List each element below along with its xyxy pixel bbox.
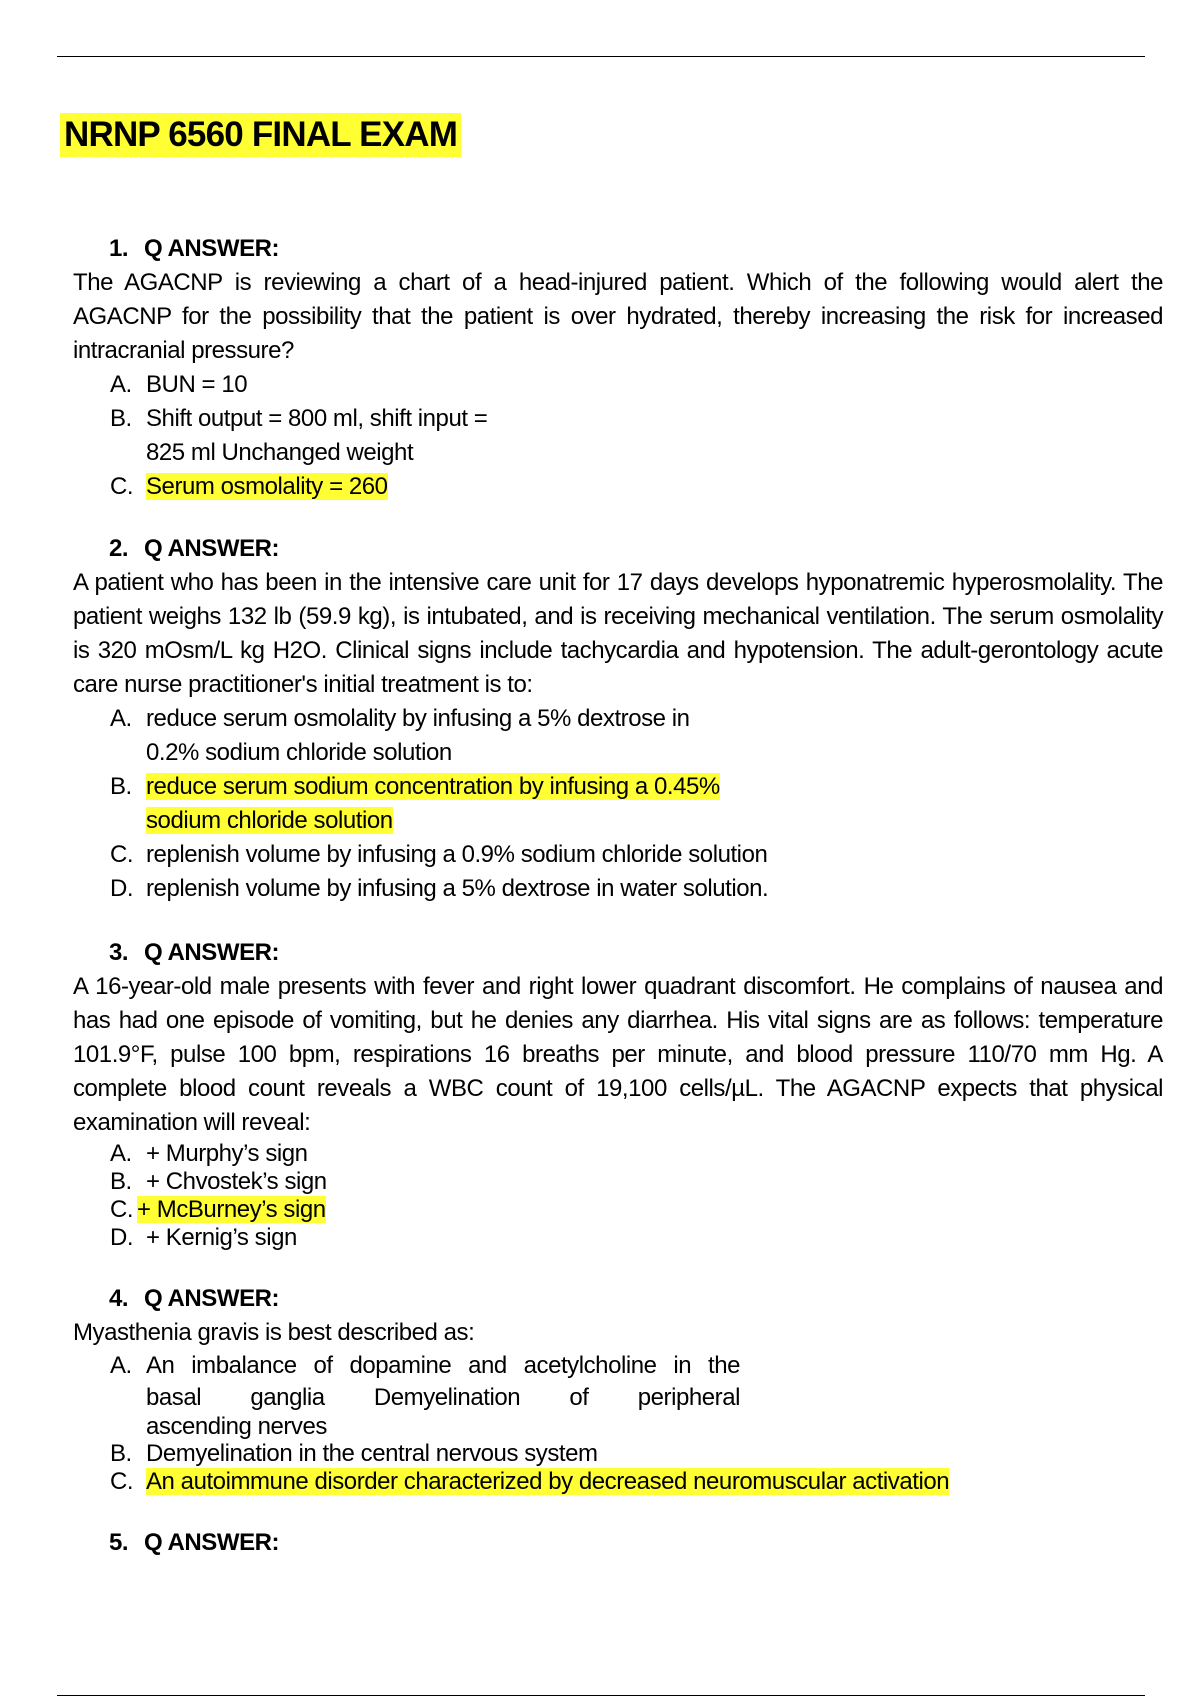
question-list — [73, 232, 1163, 1584]
page-title: NRNP 6560 FINAL EXAM — [60, 113, 461, 157]
bottom-rule — [57, 1695, 1145, 1696]
answer-option-a: A. BUN = 10 — [110, 371, 248, 398]
answer-options — [73, 1350, 1163, 1496]
question-4 — [73, 1282, 1163, 1496]
question-heading: 1. Q ANSWER: — [109, 235, 280, 262]
answer-options — [73, 368, 1163, 504]
answer-option-b: B. Demyelination in the central nervous system — [110, 1440, 598, 1467]
correct-answer-highlight: reduce serum sodium concentration by infusing a 0.45% — [146, 773, 720, 800]
correct-answer-highlight: + McBurney’s sign — [137, 1196, 326, 1223]
question-stem: Myasthenia gravis is best described as: — [73, 1319, 475, 1346]
question-stem: The AGACNP is reviewing a chart of a head-injured patient. Which of the following would alert the AGACNP for the possibility that the patient is over hydrated, thereby increasing the risk for increased intracranial pressure? — [73, 269, 1163, 364]
answer-option-b-correct: B. reduce serum sodium concentration by infusing a 0.45% sodium chloride solution — [110, 773, 720, 834]
question-heading: 2. Q ANSWER: — [109, 535, 280, 562]
answer-option-d: D. replenish volume by infusing a 5% dextrose in water solution. — [110, 875, 769, 902]
question-5 — [73, 1526, 1163, 1560]
answer-option-d: D. + Kernig’s sign — [110, 1224, 297, 1251]
answer-option-c-correct: C. Serum osmolality = 260 — [110, 473, 388, 500]
question-stem: A patient who has been in the intensive care unit for 17 days develops hyponatremic hyperosmolality. The patient weighs 132 lb (59.9 kg), is intubated, and is receiving mechanical ventilation. The serum osmolality is 320 mOsm/L kg H2O. Clinical signs include tachycardia and hypotension. The adult-gerontology acute care nurse practitioner's initial treatment is to: — [73, 569, 1163, 698]
question-2 — [73, 532, 1163, 906]
correct-answer-highlight: Serum osmolality = 260 — [146, 473, 388, 500]
question-heading: 4. Q ANSWER: — [109, 1285, 280, 1312]
answer-option-a: A. An imbalance of dopamine and acetylcholine in the basal ganglia Demyelination of peripheral ascending nerves — [110, 1352, 740, 1440]
answer-option-c-correct: C. An autoimmune disorder characterized by decreased neuromuscular activation — [110, 1468, 950, 1495]
answer-option-b: B. + Chvostek’s sign — [110, 1168, 327, 1195]
question-heading: 5. Q ANSWER: — [109, 1529, 280, 1556]
question-1 — [73, 232, 1163, 504]
answer-options — [73, 702, 1163, 906]
answer-option-b: B. Shift output = 800 ml, shift input = 825 ml Unchanged weight — [110, 405, 488, 466]
answer-option-c-correct: C. + McBurney’s sign — [110, 1196, 326, 1223]
question-stem: A 16-year-old male presents with fever and right lower quadrant discomfort. He complains of nausea and has had one episode of vomiting, but he denies any diarrhea. His vital signs are as follows: temperature 101.9°F, pulse 100 bpm, respirations 16 breaths per minute, and blood pressure 110/70 mm Hg. A complete blood count reveals a WBC count of 19,100 cells/µL. The AGACNP expects that physical examination will reveal: — [73, 973, 1163, 1136]
answer-option-a: A. + Murphy’s sign — [110, 1140, 308, 1167]
answer-option-c: C. replenish volume by infusing a 0.9% sodium chloride solution — [110, 841, 768, 868]
top-rule — [57, 56, 1145, 57]
correct-answer-highlight: sodium chloride solution — [146, 807, 393, 834]
question-heading: 3. Q ANSWER: — [109, 939, 280, 966]
answer-option-a: A. reduce serum osmolality by infusing a 5% dextrose in 0.2% sodium chloride solution — [110, 705, 690, 766]
correct-answer-highlight: An autoimmune disorder characterized by decreased neuromuscular activation — [146, 1468, 950, 1495]
answer-options — [73, 1140, 1163, 1252]
question-3 — [73, 936, 1163, 1252]
